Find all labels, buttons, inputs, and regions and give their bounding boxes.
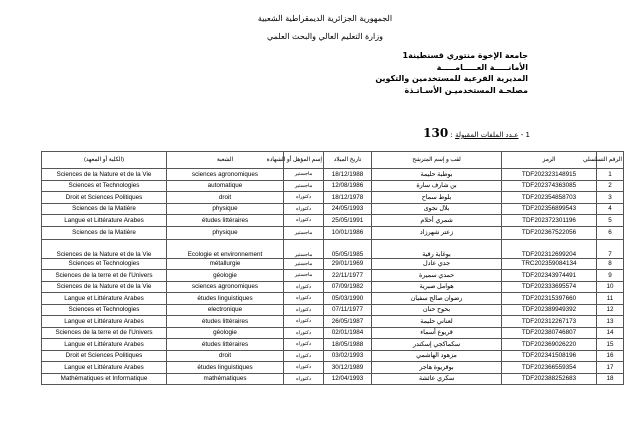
cell-code: TDF202389949392 — [502, 304, 597, 316]
cell-specialty: études littéraires — [167, 215, 284, 227]
cell-birthdate: 22/11/1977 — [324, 270, 372, 282]
header-specialty: الشعبة — [167, 152, 284, 169]
cell-code: TRC202359084134 — [502, 258, 597, 270]
cell-serial: 15 — [597, 339, 624, 351]
table-row — [42, 304, 624, 316]
cell-qualification: ماجستير — [284, 239, 324, 258]
cell-specialty: études littéraires — [167, 339, 284, 351]
header-name: لقب و إسم المترشح — [372, 152, 502, 169]
table-row — [42, 339, 624, 351]
cell-specialty: études littéraires — [167, 316, 284, 328]
cell-faculty: Sciences de la Matière — [42, 226, 167, 239]
cell-serial: 16 — [597, 350, 624, 362]
candidates-table — [41, 151, 624, 385]
cell-qualification: دكتوراه — [284, 373, 324, 385]
cell-serial: 18 — [597, 373, 624, 385]
cell-code: TDF202354858703 — [502, 192, 597, 204]
header-qualification: إسم المؤهل أو الشهادة — [284, 152, 324, 169]
table-row — [42, 203, 624, 215]
cell-serial: 1 — [597, 169, 624, 181]
cell-name: مزهود الهاشمي — [372, 350, 502, 362]
header-serial: الرقم التسلسلي — [597, 152, 624, 169]
cell-name: قريوع أسماء — [372, 327, 502, 339]
cell-serial: 17 — [597, 362, 624, 374]
cell-birthdate: 05/03/1990 — [324, 293, 372, 305]
cell-qualification: دكتوراه — [284, 304, 324, 316]
cell-specialty: métallurgie — [167, 258, 284, 270]
cell-qualification: دكتوراه — [284, 327, 324, 339]
cell-serial: 2 — [597, 180, 624, 192]
cell-birthdate: 02/01/1984 — [324, 327, 372, 339]
cell-birthdate: 12/08/1986 — [324, 180, 372, 192]
table-row — [42, 215, 624, 227]
cell-birthdate: 07/11/1977 — [324, 304, 372, 316]
cell-qualification: دكتوراه — [284, 350, 324, 362]
cell-birthdate: 18/12/1988 — [324, 169, 372, 181]
cell-birthdate: 18/05/1988 — [324, 339, 372, 351]
cell-name: بلال نجوى — [372, 203, 502, 215]
cell-code: TDF202380746807 — [502, 327, 597, 339]
cell-specialty: études linguistiques — [167, 362, 284, 374]
header-faculty: (الكلية أو المعهد) — [42, 152, 167, 169]
table-row — [42, 180, 624, 192]
cell-qualification: دكتوراه — [284, 293, 324, 305]
cell-name: هوامل صبرية — [372, 281, 502, 293]
cell-qualification: دكتوراه — [284, 203, 324, 215]
table-row — [42, 362, 624, 374]
accepted-files-count — [423, 126, 530, 140]
cell-code: TDF202343974491 — [502, 270, 597, 282]
cell-name: بلوط سماح — [372, 192, 502, 204]
cell-code: TDF202323148915 — [502, 169, 597, 181]
cell-name: لعناني حليمة — [372, 316, 502, 328]
cell-qualification: دكتوراه — [284, 339, 324, 351]
table-row — [42, 258, 624, 270]
cell-name: بوطبة حليمة — [372, 169, 502, 181]
cell-birthdate: 05/05/1985 — [324, 239, 372, 258]
cell-faculty: Mathématiques et Informatique — [42, 373, 167, 385]
cell-name: جدي عادل — [372, 258, 502, 270]
cell-qualification: ماجستير — [284, 270, 324, 282]
directorate-name: المديرية الفرعية للمستخدمين والتكوين — [375, 74, 528, 83]
cell-serial: 5 — [597, 215, 624, 227]
table-row — [42, 169, 624, 181]
cell-code: TDF202366559354 — [502, 362, 597, 374]
cell-serial: 3 — [597, 192, 624, 204]
cell-name: سكماكجي إسكندر — [372, 339, 502, 351]
cell-qualification: ماجستير — [284, 180, 324, 192]
cell-birthdate: 12/04/1993 — [324, 373, 372, 385]
cell-faculty: Langue et Littérature Arabes — [42, 316, 167, 328]
cell-qualification: دكتوراه — [284, 362, 324, 374]
cell-qualification: دكتوراه — [284, 215, 324, 227]
cell-specialty: mathématiques — [167, 373, 284, 385]
cell-specialty: electronique — [167, 304, 284, 316]
cell-code: TDF202333695574 — [502, 281, 597, 293]
cell-code: TDF202369026220 — [502, 339, 597, 351]
cell-name: بن شارف سارة — [372, 180, 502, 192]
cell-birthdate: 26/05/1987 — [324, 316, 372, 328]
cell-name: بوقريوة هاجر — [372, 362, 502, 374]
cell-faculty: Langue et Littérature Arabes — [42, 339, 167, 351]
count-label: عـدد الملفات المقبولة — [455, 131, 519, 139]
cell-code: TDF202312267173 — [502, 316, 597, 328]
republic-header: الجمهورية الجزائرية الديمقراطية الشعبية — [257, 14, 393, 23]
header-birthdate: تاريخ الميلاد — [324, 152, 372, 169]
table-row — [42, 270, 624, 282]
cell-serial: 11 — [597, 293, 624, 305]
cell-specialty: sciences agronomiques — [167, 169, 284, 181]
institution-header — [375, 50, 528, 96]
cell-code: TDF202374363085 — [502, 180, 597, 192]
cell-faculty: Langue et Littérature Arabes — [42, 215, 167, 227]
cell-code: TDF202372301196 — [502, 215, 597, 227]
service-name: مصلحـة المستخدميـن الأسـاتـذة — [404, 85, 528, 95]
table-row — [42, 192, 624, 204]
cell-birthdate: 25/05/1991 — [324, 215, 372, 227]
cell-name: زعتر شهرزاد — [372, 226, 502, 239]
cell-specialty: physique — [167, 226, 284, 239]
cell-serial: 12 — [597, 304, 624, 316]
cell-faculty: Sciences de la Nature et de la Vie — [42, 281, 167, 293]
cell-code: TDF202367522056 — [502, 226, 597, 239]
count-index: 1 - — [520, 131, 530, 139]
cell-birthdate: 07/09/1982 — [324, 281, 372, 293]
cell-specialty: géologie — [167, 270, 284, 282]
cell-code: TDF202315397660 — [502, 293, 597, 305]
cell-faculty: Droit et Sciences Politiques — [42, 192, 167, 204]
cell-specialty: droit — [167, 192, 284, 204]
cell-specialty: Ecologie et environnement — [167, 239, 284, 258]
cell-code: TDF202341508196 — [502, 350, 597, 362]
cell-qualification: دكتوراه — [284, 281, 324, 293]
cell-name: بوغابة رقية — [372, 239, 502, 258]
cell-serial: 6 — [597, 226, 624, 239]
cell-qualification: دكتوراه — [284, 192, 324, 204]
cell-code: TDF202388252683 — [502, 373, 597, 385]
cell-serial: 10 — [597, 281, 624, 293]
table-row — [42, 316, 624, 328]
cell-faculty: Sciences de la terre et de l'Univers — [42, 270, 167, 282]
cell-serial: 7 — [597, 239, 624, 258]
cell-faculty: Sciences et Technologies — [42, 304, 167, 316]
table-row — [42, 239, 624, 258]
cell-name: بحوح حنان — [372, 304, 502, 316]
cell-name: رضوان صالح سفيان — [372, 293, 502, 305]
cell-birthdate: 10/01/1986 — [324, 226, 372, 239]
cell-faculty: Sciences et Technologies — [42, 258, 167, 270]
table-row — [42, 226, 624, 239]
cell-faculty: Sciences et Technologies — [42, 180, 167, 192]
table-row — [42, 350, 624, 362]
cell-birthdate: 29/01/1969 — [324, 258, 372, 270]
cell-specialty: physique — [167, 203, 284, 215]
cell-birthdate: 24/05/1993 — [324, 203, 372, 215]
cell-name: حمدي سميرة — [372, 270, 502, 282]
university-name: جامعة الإخوة منتوري قسنطينة1 — [402, 51, 528, 60]
cell-name: سكري عائشة — [372, 373, 502, 385]
cell-specialty: études linguistiques — [167, 293, 284, 305]
cell-faculty: Sciences de la terre et de l'Univers — [42, 327, 167, 339]
cell-serial: 14 — [597, 327, 624, 339]
cell-specialty: sciences agronomiques — [167, 281, 284, 293]
cell-specialty: géologie — [167, 327, 284, 339]
cell-specialty: automatique — [167, 180, 284, 192]
cell-faculty: Sciences de la Nature et de la Vie — [42, 169, 167, 181]
ministry-header: وزارة التعليم العالي والبحث العلمي — [267, 32, 383, 41]
cell-name: شمري أحلام — [372, 215, 502, 227]
cell-specialty: droit — [167, 350, 284, 362]
cell-qualification: ماجستير — [284, 169, 324, 181]
cell-qualification: ماجستير — [284, 258, 324, 270]
cell-qualification: دكتوراه — [284, 316, 324, 328]
cell-qualification: ماجستير — [284, 226, 324, 239]
cell-faculty: Droit et Sciences Politiques — [42, 350, 167, 362]
cell-faculty: Sciences de la Nature et de la Vie — [42, 239, 167, 258]
table-row — [42, 327, 624, 339]
cell-faculty: Langue et Littérature Arabes — [42, 362, 167, 374]
table-row — [42, 373, 624, 385]
cell-birthdate: 18/12/1978 — [324, 192, 372, 204]
cell-serial: 8 — [597, 258, 624, 270]
count-value: 130 — [423, 126, 449, 140]
cell-faculty: Sciences de la Matière — [42, 203, 167, 215]
cell-birthdate: 30/12/1989 — [324, 362, 372, 374]
table-header-row — [42, 152, 624, 169]
cell-code: TDF202312699204 — [502, 239, 597, 258]
secretariat-name: الأمانـــــة العـــــامـــــة — [436, 62, 528, 72]
cell-serial: 9 — [597, 270, 624, 282]
cell-serial: 13 — [597, 316, 624, 328]
count-separator: : — [450, 131, 453, 139]
cell-serial: 4 — [597, 203, 624, 215]
table-row — [42, 281, 624, 293]
header-code: الرمز — [502, 152, 597, 169]
cell-birthdate: 03/02/1993 — [324, 350, 372, 362]
cell-faculty: Langue et Littérature Arabes — [42, 293, 167, 305]
table-row — [42, 293, 624, 305]
cell-code: TDF202356899543 — [502, 203, 597, 215]
